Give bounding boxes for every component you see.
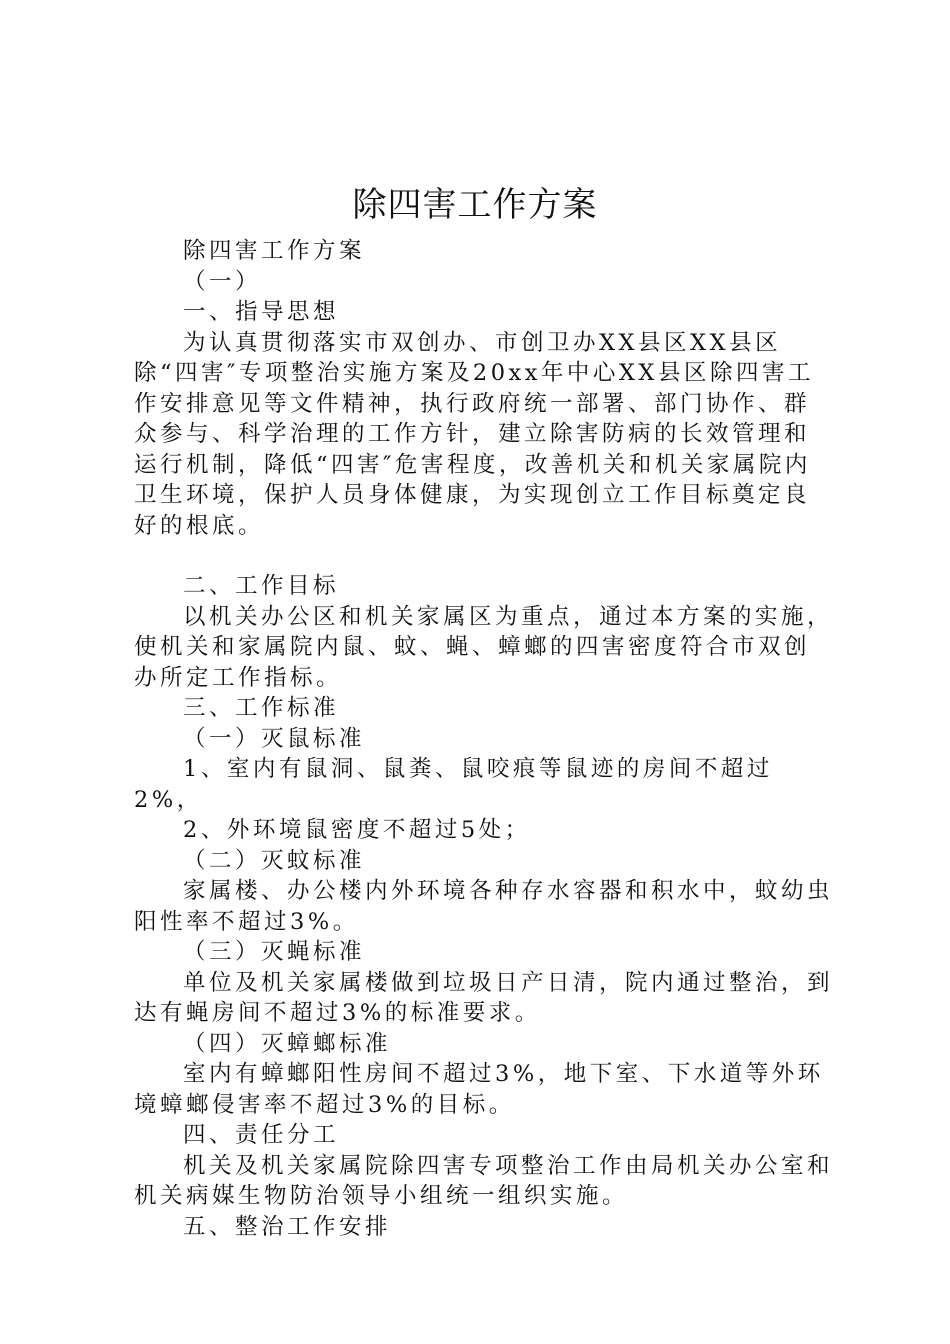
section-work-goals: 二、工作目标	[183, 573, 340, 599]
paragraph-guiding-thought-body: 为认真贯彻落实市双创办、市创卫办XX县区XX县区除“四害″专项整治实施方案及20xx年中心XX县区除四害工作安排意见等文件精神，执行政府统一部署、部门协作、群众参与、科学治理的工作方针，建立除害防病的长效管理和运行机制，降低“四害″危害程度，改善机关和机关家属院内卫生环境，保护人员身体健康，为实现创立工作目标奠定良好的根底。	[134, 329, 814, 539]
section-guiding-thought: 一、指导思想	[183, 299, 340, 325]
subsection-fly-standard: （三）灭蝇标准	[183, 939, 366, 965]
document-title: 除四害工作方案	[352, 185, 598, 225]
paragraph-cockroach-body: 室内有蟑螂阳性房间不超过3%，地下室、下水道等外环境蟑螂侵害率不超过3%的目标。	[134, 1061, 824, 1118]
paragraph-rodent-item-1: 1、室内有鼠洞、鼠粪、鼠咬痕等鼠迹的房间不超过2%，	[134, 756, 773, 813]
paragraph-rodent-item-2: 2、外环境鼠密度不超过5处；	[183, 817, 531, 843]
section-work-arrangement: 五、整治工作安排	[183, 1213, 392, 1240]
paragraph-work-goals-body: 以机关办公区和机关家属区为重点，通过本方案的实施，使机关和家属院内鼠、蚊、蝇、蟑螂的四害密度符合市双创办所定工作指标。	[134, 603, 834, 691]
section-responsibilities: 四、责任分工	[183, 1122, 340, 1148]
paragraph-fly-body: 单位及机关家属楼做到垃圾日产日清，院内通过整治，到达有蝇房间不超过3%的标准要求。	[134, 969, 834, 1026]
paragraph-part-one: （一）	[183, 268, 262, 295]
paragraph-heading-repeat: 除四害工作方案	[183, 238, 366, 264]
paragraph-mosquito-body: 家属楼、办公楼内外环境各种存水容器和积水中，蚊幼虫阳性率不超过3%。	[134, 878, 834, 935]
document-body	[134, 236, 834, 1242]
subsection-rodent-standard: （一）灭鼠标准	[183, 725, 366, 752]
subsection-mosquito-standard: （二）灭蚊标准	[183, 847, 366, 874]
paragraph-responsibilities-body: 机关及机关家属院除四害专项整治工作由局机关办公室和机关病媒生物防治领导小组统一组织实施。	[134, 1152, 834, 1209]
section-work-standards: 三、工作标准	[183, 695, 340, 721]
subsection-cockroach-standard: （四）灭蟑螂标准	[183, 1030, 392, 1057]
